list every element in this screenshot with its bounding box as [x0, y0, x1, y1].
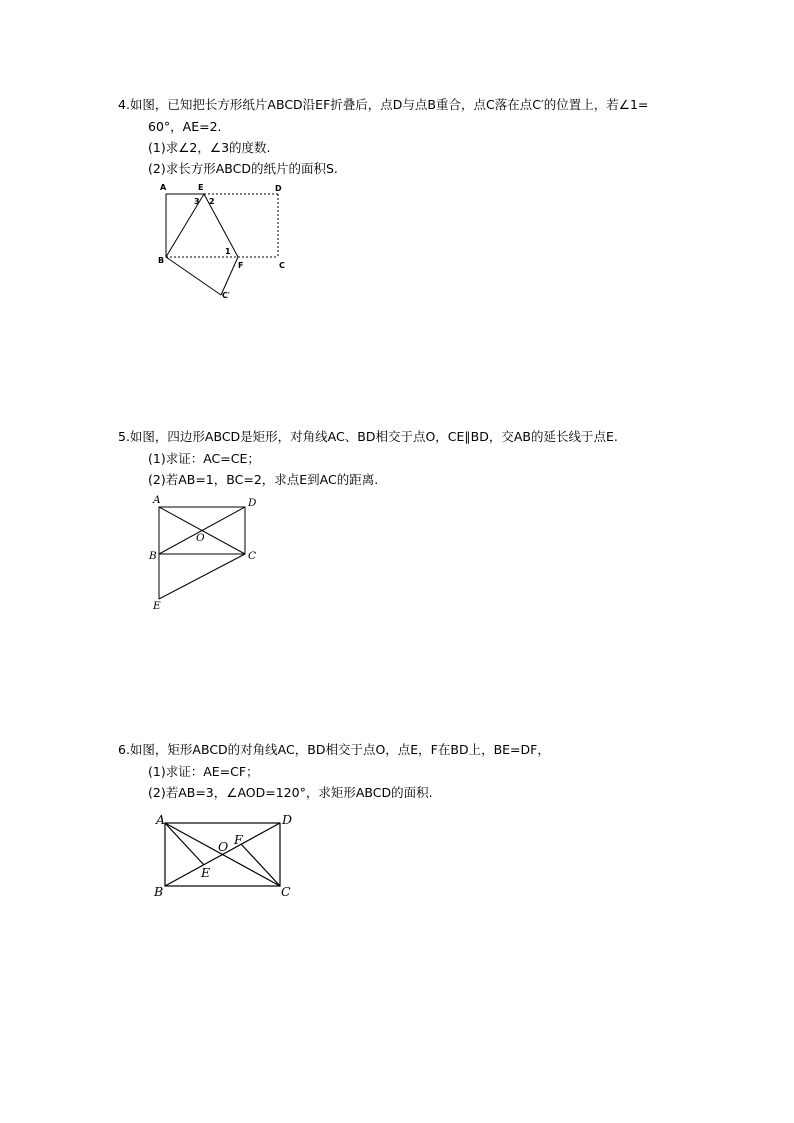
q4-angle-3: 3	[194, 197, 200, 206]
q6-label-a: A	[156, 812, 166, 827]
q4-edge-bcp	[166, 257, 221, 295]
q4-statement-line1: 4.如图，已知把长方形纸片ABCD沿EF折叠后，点D与点B重合，点C落在点C′的位置上，若∠1=	[118, 97, 649, 112]
q4-label-f: F	[238, 261, 244, 270]
q4-part2: (2)求长方形ABCD的纸片的面积S.	[148, 161, 338, 176]
q6-label-f: F	[234, 832, 243, 847]
q4-label-c: C	[279, 261, 285, 270]
q6-label-c: C	[281, 884, 291, 899]
q6-label-o: O	[218, 839, 229, 854]
q4-label-e: E	[198, 183, 204, 192]
q5-label-d: D	[248, 497, 257, 509]
q5-statement: 5.如图，四边形ABCD是矩形，对角线AC、BD相交于点O，CE∥BD，交AB的延长线于点E.	[118, 429, 618, 444]
q4-part1: (1)求∠2，∠3的度数.	[148, 140, 271, 155]
q4-angle-1: 1	[225, 247, 231, 256]
q5-label-e: E	[153, 600, 161, 612]
q5-figure	[145, 493, 270, 613]
q4-statement-line2: 60°，AE=2.	[148, 119, 222, 134]
q6-part1: (1)求证：AE=CF；	[148, 764, 259, 779]
q5-label-o: O	[196, 532, 205, 544]
q5-label-c: C	[248, 550, 257, 562]
q6-segment-cf	[241, 844, 280, 886]
q5-part1: (1)求证：AC=CE；	[148, 451, 260, 466]
q5-label-a: A	[153, 494, 161, 506]
q6-label-b: B	[154, 884, 164, 899]
q6-part2: (2)若AB=3，∠AOD=120°，求矩形ABCD的面积.	[148, 785, 433, 800]
q5-part2: (2)若AB=1，BC=2，求点E到AC的距离.	[148, 472, 379, 487]
q6-statement: 6.如图，矩形ABCD的对角线AC，BD相交于点O，点E，F在BD上，BE=DF，	[118, 742, 550, 757]
q6-segment-ae	[165, 823, 204, 865]
q4-label-cprime: C′	[222, 291, 230, 300]
q4-figure	[150, 180, 300, 305]
q5-label-b: B	[149, 550, 157, 562]
q4-label-d: D	[275, 184, 282, 193]
q4-label-b: B	[158, 256, 165, 265]
q4-edge-cpf	[221, 257, 238, 295]
q5-segment-ce	[159, 554, 245, 599]
q6-label-d: D	[282, 812, 293, 827]
q4-angle-2: 2	[209, 197, 215, 206]
q6-figure	[150, 812, 300, 902]
q6-label-e: E	[201, 865, 211, 880]
q4-label-a: A	[160, 183, 167, 192]
